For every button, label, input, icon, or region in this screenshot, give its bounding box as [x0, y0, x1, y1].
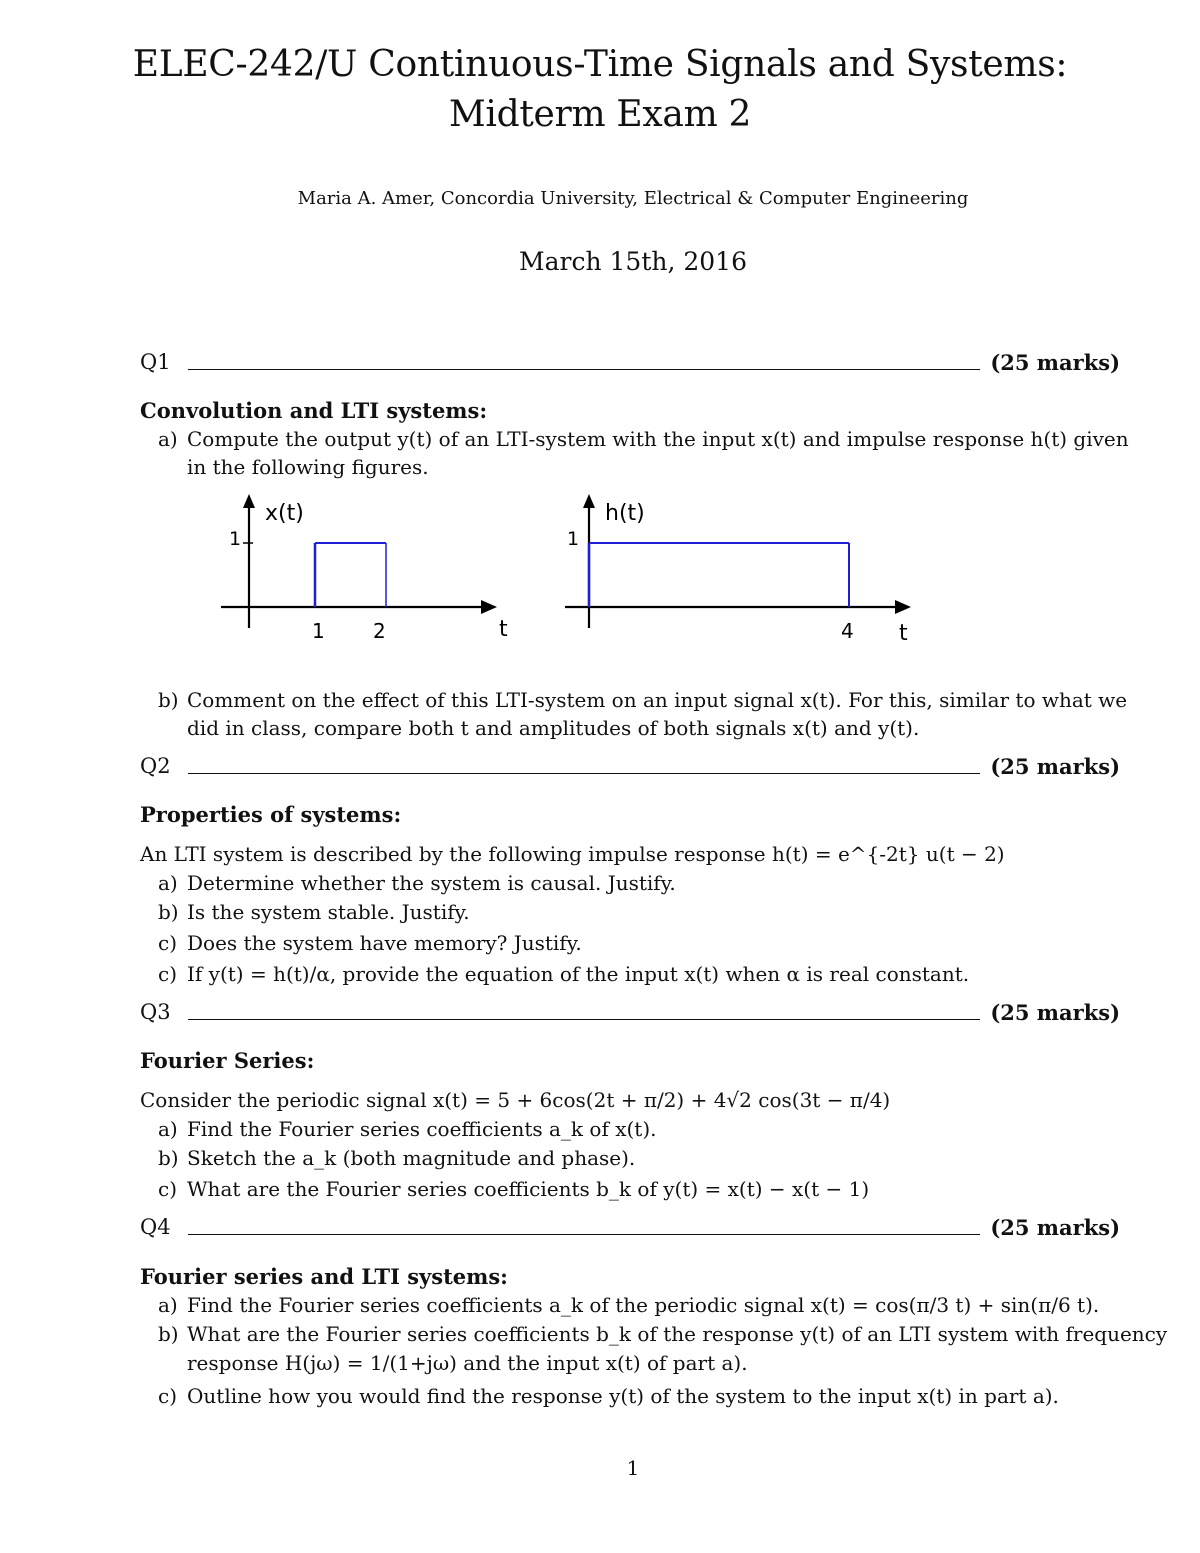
figure-h-of-t: [555, 490, 925, 650]
q3-part-b: b) Sketch the a_k (both magnitude and phase).: [158, 1146, 636, 1170]
exam-title-line1: ELEC-242/U Continuous-Time Signals and Systems:: [132, 44, 1068, 85]
q4-part-b: b) What are the Fourier series coefficients b_k of the response y(t) of an LTI system with frequency: [158, 1322, 1168, 1346]
q4-part-c: c) Outline how you would find the response y(t) of the system to the input x(t) in part a).: [158, 1384, 1059, 1408]
q4-b-text: What are the Fourier series coefficients b_k of the response y(t) of an LTI system with frequency: [187, 1322, 1168, 1346]
q1-part-a: a) Compute the output y(t) of an LTI-system with the input x(t) and impulse response h(t) given: [158, 427, 1129, 451]
q2-d-text: If y(t) = h(t)/α, provide the equation of the input x(t) when α is real constant.: [187, 962, 970, 986]
q2-rule: [188, 773, 980, 774]
q3-marks: (25 marks): [990, 1000, 1120, 1025]
x-fig-xlabel: t: [499, 617, 508, 642]
q3-heading: Fourier Series:: [140, 1048, 315, 1073]
q1-label: Q1: [140, 350, 171, 374]
x-fig-tick-1: 1: [312, 619, 325, 643]
page-number: 1: [626, 1456, 640, 1480]
h-fig-tick-4: 4: [841, 619, 854, 643]
h-fig-xlabel: t: [899, 621, 908, 646]
q2-part-b: b) Is the system stable. Justify.: [158, 900, 470, 924]
exam-date: March 15th, 2016: [519, 247, 747, 276]
q3-c-text: What are the Fourier series coefficients b_k of y(t) = x(t) − x(t − 1): [187, 1177, 870, 1201]
x-fig-horizontal-arrow-icon: [481, 600, 497, 614]
q2-b-text: Is the system stable. Justify.: [187, 900, 470, 924]
q3-a-text: Find the Fourier series coefficients a_k of x(t).: [187, 1117, 657, 1141]
q1-heading: Convolution and LTI systems:: [140, 398, 488, 423]
x-fig-tick-2: 2: [373, 619, 386, 643]
q4-rule: [188, 1234, 980, 1235]
q2-part-d: c) If y(t) = h(t)/α, provide the equation of the input x(t) when α is real constant.: [158, 962, 970, 986]
q2-label: Q2: [140, 754, 171, 778]
author-line: Maria A. Amer, Concordia University, Electrical & Computer Engineering: [297, 188, 969, 209]
h-fig-ylabel: h(t): [605, 501, 645, 526]
q1-header: [140, 350, 1120, 378]
q1-a-text-cont: in the following figures.: [187, 455, 429, 479]
q2-part-c: c) Does the system have memory? Justify.: [158, 931, 582, 955]
q2-marks: (25 marks): [990, 754, 1120, 779]
q3-part-c: c) What are the Fourier series coefficients b_k of y(t) = x(t) − x(t − 1): [158, 1177, 870, 1201]
q1-a-text: Compute the output y(t) of an LTI-system with the input x(t) and impulse response h(t) given: [187, 427, 1129, 451]
q2-heading: Properties of systems:: [140, 802, 402, 827]
h-fig-horizontal-arrow-icon: [895, 600, 911, 614]
q4-label: Q4: [140, 1215, 171, 1239]
q4-a-text: Find the Fourier series coefficients a_k of the periodic signal x(t) = cos(π/3 t) + sin(π/6 t).: [187, 1293, 1100, 1317]
q3-header: [140, 1000, 1120, 1028]
q1-marks: (25 marks): [990, 350, 1120, 375]
q1-rule: [188, 369, 980, 370]
q2-header: [140, 754, 1120, 782]
x-fig-amp-label: 1: [229, 528, 242, 550]
exam-title-line2: Midterm Exam 2: [448, 94, 752, 135]
q1-part-b: b) Comment on the effect of this LTI-system on an input signal x(t). For this, similar to what we: [158, 688, 1128, 712]
q4-heading: Fourier series and LTI systems:: [140, 1264, 508, 1289]
q1-b-text-cont: did in class, compare both t and amplitudes of both signals x(t) and y(t).: [187, 716, 920, 740]
h-fig-vertical-arrow-icon: [583, 494, 595, 508]
figure-x-of-t: [215, 490, 535, 650]
q2-c-text: Does the system have memory? Justify.: [187, 931, 582, 955]
q3-intro: Consider the periodic signal x(t) = 5 + 6cos(2t + π/2) + 4√2 cos(3t − π/4): [140, 1088, 891, 1112]
q2-a-text: Determine whether the system is causal. Justify.: [187, 871, 676, 895]
q1-b-text: Comment on the effect of this LTI-system on an input signal x(t). For this, similar to what we: [187, 688, 1128, 712]
q4-c-text: Outline how you would find the response y(t) of the system to the input x(t) in part a).: [187, 1384, 1059, 1408]
q4-marks: (25 marks): [990, 1215, 1120, 1240]
q3-label: Q3: [140, 1000, 171, 1024]
q3-part-a: a) Find the Fourier series coefficients a_k of x(t).: [158, 1117, 657, 1141]
q3-rule: [188, 1019, 980, 1020]
q2-intro: An LTI system is described by the following impulse response h(t) = e^{-2t} u(t − 2): [140, 842, 1005, 866]
q4-header: [140, 1215, 1120, 1243]
q4-b-text-cont: response H(jω) = 1/(1+jω) and the input x(t) of part a).: [187, 1351, 748, 1375]
q4-part-a: a) Find the Fourier series coefficients a_k of the periodic signal x(t) = cos(π/3 t) + sin(π/6 t).: [158, 1293, 1100, 1317]
x-fig-vertical-arrow-icon: [243, 494, 255, 508]
q3-b-text: Sketch the a_k (both magnitude and phase).: [187, 1146, 636, 1170]
h-fig-amp-label: 1: [567, 528, 580, 550]
q2-part-a: a) Determine whether the system is causal. Justify.: [158, 871, 676, 895]
x-fig-ylabel: x(t): [265, 501, 304, 526]
